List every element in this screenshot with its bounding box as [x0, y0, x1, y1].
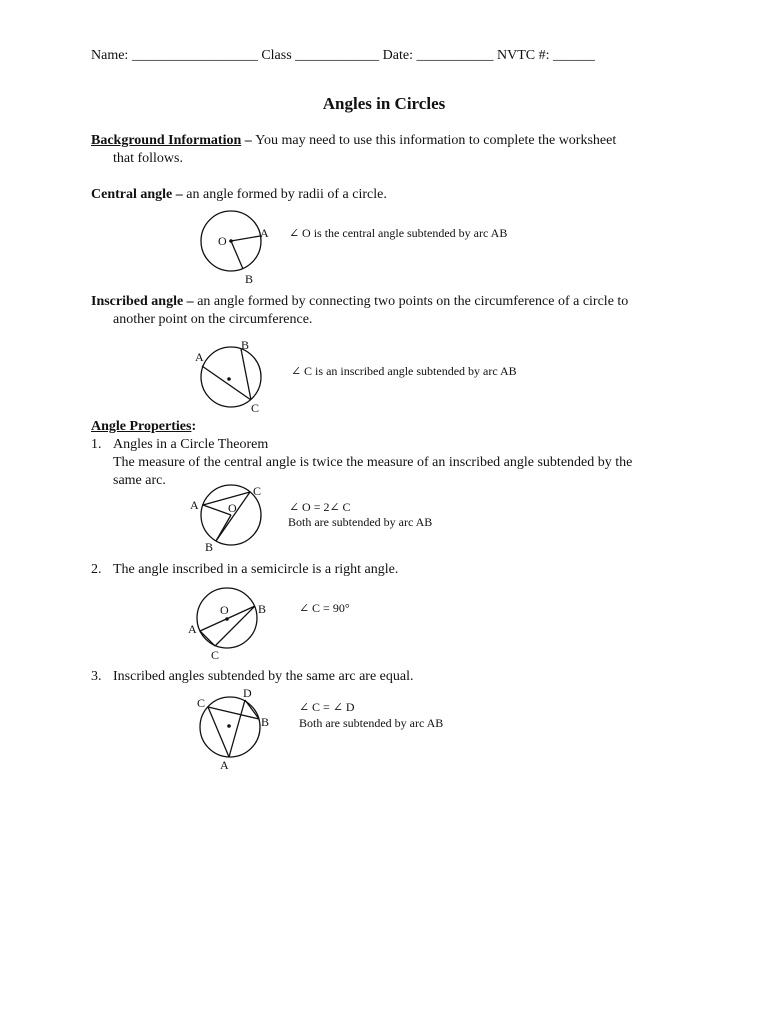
- property-3-title: Inscribed angles subtended by the same arc are equal.: [113, 669, 414, 684]
- label-o: O: [228, 501, 237, 515]
- class-blank: ____________: [295, 48, 380, 63]
- label-a: A: [220, 758, 229, 772]
- label-c: C: [251, 401, 260, 415]
- property-1-caption-line1: ∠ O = 2∠ C: [289, 500, 351, 514]
- radius-ob: [231, 241, 243, 269]
- property-1-text-line2: same arc.: [113, 473, 166, 488]
- inscribed-caption: ∠ C is an inscribed angle subtended by arc AB: [291, 364, 517, 378]
- background-text-line1: You may need to use this information to complete the worksheet: [255, 133, 617, 148]
- center-dot: [227, 724, 231, 728]
- name-label: Name:: [91, 48, 129, 63]
- property-1-title: Angles in a Circle Theorem: [113, 437, 269, 452]
- label-a: A: [260, 226, 269, 240]
- center-dot: [229, 239, 233, 243]
- page-title: Angles in Circles: [322, 94, 446, 113]
- label-b: B: [261, 715, 270, 729]
- property-2-number: 2.: [91, 562, 102, 577]
- central-definition-text: an angle formed by radii of a circle.: [182, 187, 387, 202]
- label-c: C: [253, 484, 262, 498]
- background-text-line2: that follows.: [113, 151, 183, 166]
- center-dot: [227, 377, 231, 381]
- inscribed-term: Inscribed angle –: [91, 294, 194, 309]
- property-3-number: 3.: [91, 669, 102, 684]
- label-b: B: [245, 272, 254, 286]
- radius-oa: [231, 236, 260, 241]
- label-o: O: [220, 603, 229, 617]
- background-dash: –: [241, 133, 256, 148]
- label-o: O: [218, 234, 227, 248]
- central-angle-diagram: [201, 211, 261, 271]
- center-dot: [225, 617, 229, 621]
- name-blank: __________________: [131, 48, 258, 63]
- class-label: Class: [261, 48, 292, 63]
- central-caption: ∠ O is the central angle subtended by arc AB: [289, 226, 508, 240]
- label-d: D: [243, 686, 252, 700]
- nvtc-blank: ______: [553, 48, 595, 63]
- property-3-caption-line1: ∠ C = ∠ D: [299, 700, 355, 714]
- label-c: C: [197, 696, 206, 710]
- same-arc-diagram: [200, 697, 260, 757]
- inscribed-angle-diagram: [201, 347, 261, 407]
- background-heading: Background Information: [91, 133, 242, 148]
- date-label: Date:: [382, 48, 413, 63]
- label-b: B: [258, 602, 267, 616]
- central-term: Central angle –: [91, 187, 183, 202]
- properties-colon: :: [191, 419, 197, 434]
- property-2-title: The angle inscribed in a semicircle is a right angle.: [113, 562, 399, 577]
- chord-bc: [241, 349, 251, 400]
- label-a: A: [195, 350, 204, 364]
- inscribed-definition-line2: another point on the circumference.: [113, 312, 313, 327]
- theorem-diagram: [201, 485, 261, 545]
- date-blank: ___________: [416, 48, 494, 63]
- chord-da: [229, 700, 245, 757]
- chord-ac: [202, 366, 251, 400]
- inscribed-definition: [91, 293, 628, 311]
- property-3-caption-line2: Both are subtended by arc AB: [299, 716, 444, 730]
- label-b: B: [241, 338, 250, 352]
- inscribed-definition-line1: an angle formed by connecting two points on the circumference of a circle to: [193, 294, 629, 309]
- property-1-number: 1.: [91, 437, 102, 452]
- label-a: A: [188, 622, 197, 636]
- nvtc-label: NVTC #:: [497, 48, 550, 63]
- properties-heading: Angle Properties: [91, 419, 192, 434]
- label-c: C: [211, 648, 220, 662]
- radius-oa: [203, 505, 231, 515]
- chord-ac: [200, 631, 215, 646]
- inscribed-circle: [201, 347, 261, 407]
- radius-ob: [216, 515, 231, 541]
- label-a: A: [190, 498, 199, 512]
- label-b: B: [205, 540, 214, 554]
- property-2-caption-line1: ∠ C = 90°: [299, 601, 350, 615]
- property-1-text-line1: The measure of the central angle is twice the measure of an inscribed angle subtended by the: [113, 455, 633, 470]
- property-1-caption-line2: Both are subtended by arc AB: [288, 515, 433, 529]
- properties-heading-line: [91, 418, 196, 436]
- semicircle-diagram: [197, 588, 257, 648]
